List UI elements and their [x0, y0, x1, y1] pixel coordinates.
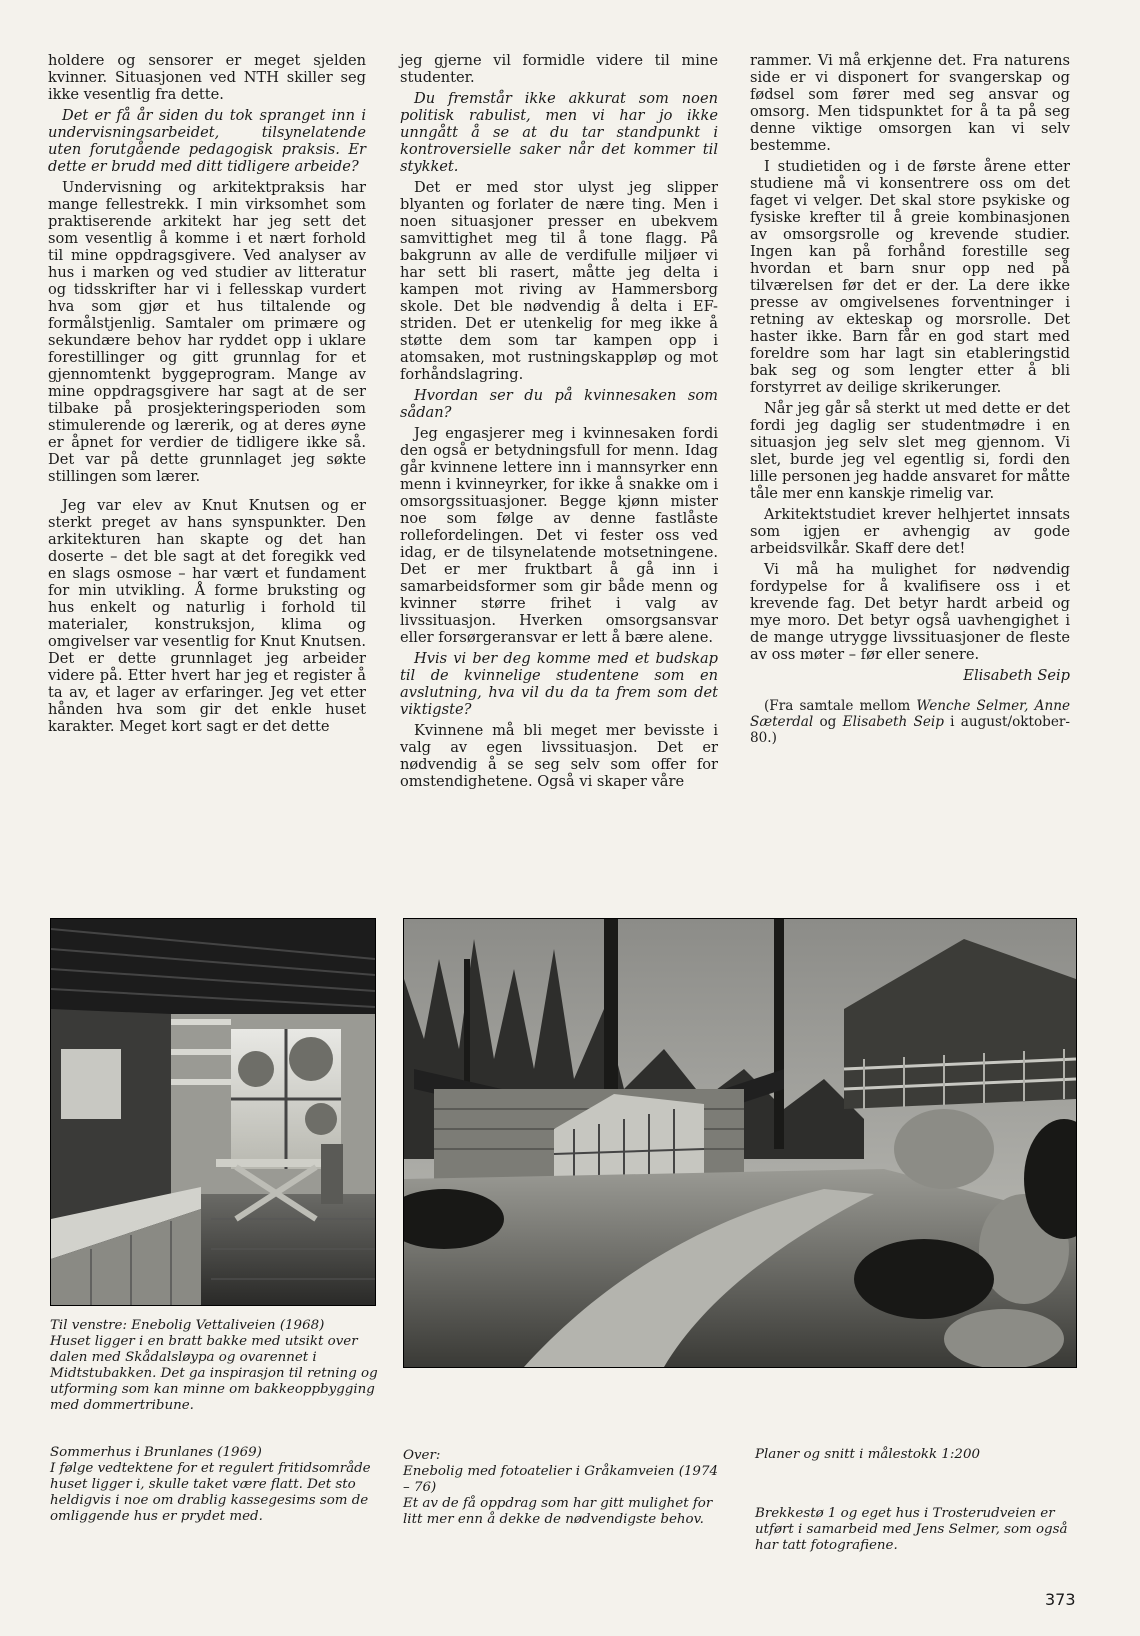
paragraph: jeg gjerne vil formidle videre til mine studenter.	[400, 52, 718, 86]
paragraph: Arkitektstudiet krever helhjertet innsats som igjen er avhengig av gode arbeidsvilkår. Skaff dere det!	[750, 506, 1070, 557]
column-3-body	[750, 52, 1070, 663]
caption-grakamveien	[403, 1448, 721, 1528]
caption-title: Sommerhus i Brunlanes (1969)	[50, 1445, 262, 1460]
caption-body: I følge vedtektene for et regulert fritidsområde huset ligger i, skulle taket være flatt. Det sto heldigvis i noe om drablig kassegesims som de omliggende hus er prydet med.	[50, 1461, 371, 1524]
caption-brunlanes	[50, 1445, 380, 1525]
interview-question: Du fremstår ikke akkurat som noen politisk rabulist, men vi har jo ikke unngått å se at du tar standpunkt i kontroversielle saker når det kommer til stykket.	[400, 90, 718, 175]
signature: Elisabeth Seip	[963, 667, 1070, 684]
caption-title: Enebolig med fotoatelier i Gråkamveien (1974 – 76)	[403, 1464, 718, 1495]
paragraph: Når jeg går så sterkt ut med dette er det fordi jeg daglig ser studentmødre i en situasjon jeg selv slet meg gjennom. Vi slet, burde jeg vel egentlig si, fordi den lille personen jeg hadde ansvaret for måtte tåle mer enn kanskje rimelig var.	[750, 400, 1070, 502]
photo-exterior-house	[403, 918, 1077, 1368]
text-column-2	[400, 52, 718, 794]
interview-question: Det er få år siden du tok spranget inn i undervisningsarbeidet, tilsynelatende uten forutgående pedagogisk praksis. Er dette er brudd med ditt tidligere arbeide?	[48, 107, 366, 175]
text-column-3	[750, 52, 1070, 750]
caption-credits	[755, 1506, 1085, 1554]
paragraph: I studietiden og i de første årene etter studiene må vi konsentrere oss om det faget vi velger. Det skal store psykiske og fysiske krefter til å greie kombinasjonen av omsorgsrolle og krevende studier. Ingen kan på forhånd forestille seg hvordan et barn snur opp ned på tilværelsen før det er der. La dere ikke presse av omgivelsenes forventninger i retning av ekteskap og morsrolle. Det haster ikke. Barn får en god start med foreldre som har lagt sin etableringstid bak seg og som lengter etter å bli forstyrret av deilige skrikerunger.	[750, 158, 1070, 396]
paragraph: Kvinnene må bli meget mer bevisste i valg av egen livssituasjon. Det er nødvendig å se seg selv som offer for omstendighetene. Også vi skaper våre	[400, 722, 718, 790]
photo-kitchen-interior	[50, 918, 376, 1306]
house-exterior-illustration	[404, 919, 1076, 1367]
source-note: (Fra samtale mellom Wenche Selmer, Anne Sæterdal og Elisabeth Seip i august/oktober-80.)	[750, 698, 1070, 746]
caption-title: Til venstre: Enebolig Vettaliveien (1968)	[50, 1318, 325, 1333]
paragraph: Jeg engasjerer meg i kvinnesaken fordi den også er betydningsfull for menn. Idag går kvinnene lettere inn i mannsyrker enn menn i kvinneyrker, for ikke å snakke om i omsorgssituasjoner. Begge kjønn mister noe som følge av denne fastlåste rollefordelingen. Det vi fester oss ved idag, er de tilsynelatende motsetningene. Det er mer fruktbart å gå inn i samarbeidsformer som gir både menn og kvinner større frihet i valg av livssituasjon. Hverken omsorgsansvar eller forsørgeransvar er lett å bære alene.	[400, 425, 718, 646]
caption-prefix: Over:	[403, 1448, 441, 1463]
paragraph: Vi må ha mulighet for nødvendig fordypelse for å kvalifisere oss i et krevende fag. Det betyr hardt arbeid og mye moro. Det betyr også uavhengighet i de mange utrygge livssituasjoner de fleste av oss møter – før eller senere.	[750, 561, 1070, 663]
caption-vettaliveien	[50, 1318, 380, 1414]
caption-plans	[755, 1447, 1075, 1463]
caption-body: Et av de få oppdrag som har gitt mulighet for litt mer enn å dekke de nødvendigste behov.	[403, 1496, 713, 1527]
interview-question: Hvis vi ber deg komme med et budskap til de kvinnelige studentene som en avslutning, hva vil du da ta frem som det viktigste?	[400, 650, 718, 718]
paragraph: Undervisning og arkitektpraksis har mange fellestrekk. I min virksomhet som praktiserende arkitekt har jeg sett det som vesentlig å komme i et nært forhold til mine oppdragsgivere. Ved analyser av hus i marken og ved studier av litteratur og tidsskrifter har vi i fellesskap vurdert hva som gjør et hus tiltalende og formålstjenlig. Samtaler om primære og sekundære behov har ryddet opp i uklare forestillinger og gitt grunnlag for et gjennomtenkt byggeprogram. Mange av mine oppdragsgivere har sagt at de ser tilbake på prosjekteringsperioden som stimulerende og lærerik, og at deres øyne er åpnet for verdier de tidligere ikke så. Det var på dette grunnlaget jeg søkte stillingen som lærer.	[48, 179, 366, 485]
text-column-1	[48, 52, 366, 739]
page-number: 373	[1045, 1590, 1076, 1609]
caption-body: Huset ligger i en bratt bakke med utsikt over dalen med Skådalsløypa og ovarennet i Midtstubakken. Det ga inspirasjon til retning og utforming som kan minne om bakkeoppbygging med dommertribune.	[50, 1334, 378, 1413]
caption-body: Planer og snitt i målestokk 1:200	[755, 1447, 980, 1462]
paragraph: Det er med stor ulyst jeg slipper blyanten og forlater de nære ting. Men i noen situasjoner presser en ubekvem samvittighet meg til å tone flagg. På bakgrunn av alle de verdifulle miljøer vi har sett bli rasert, måtte jeg delta i kampen mot riving av Hammersborg skole. Det ble nødvendig å delta i EF-striden. Det er utenkelig for meg ikke å støtte dem som tar kampen opp i atomsaken, mot rustningskappløp og mot forhåndslagring.	[400, 179, 718, 383]
caption-body: Brekkestø 1 og eget hus i Trosterudveien er utført i samarbeid med Jens Selmer, som også har tatt fotografiene.	[755, 1506, 1068, 1553]
kitchen-interior-illustration	[51, 919, 375, 1305]
paragraph: Jeg var elev av Knut Knutsen og er sterkt preget av hans synspunkter. Den arkitekturen han skapte og det han doserte – det ble sagt at det foregikk ved en slags osmose – har vært et fundament for min utvikling. Å forme bruksting og hus enkelt og naturlig i forhold til materialer, konstruksjon, klima og omgivelser var vesentlig for Knut Knutsen. Det er dette grunnlaget jeg arbeider videre på. Etter hvert har jeg et register å ta av, et lager av erfaringer. Jeg vet etter hånden hva som gir det enkle huset karakter. Meget kort sagt er det dette	[48, 497, 366, 735]
paragraph: holdere og sensorer er meget sjelden kvinner. Situasjonen ved NTH skiller seg ikke vesentlig fra dette.	[48, 52, 366, 103]
interview-question: Hvordan ser du på kvinnesaken som sådan?	[400, 387, 718, 421]
paragraph: rammer. Vi må erkjenne det. Fra naturens side er vi disponert for svangerskap og fødsel som fører med seg ansvar og omsorg. Men tidspunktet for å ta på seg denne viktige omsorgen kan vi selv bestemme.	[750, 52, 1070, 154]
